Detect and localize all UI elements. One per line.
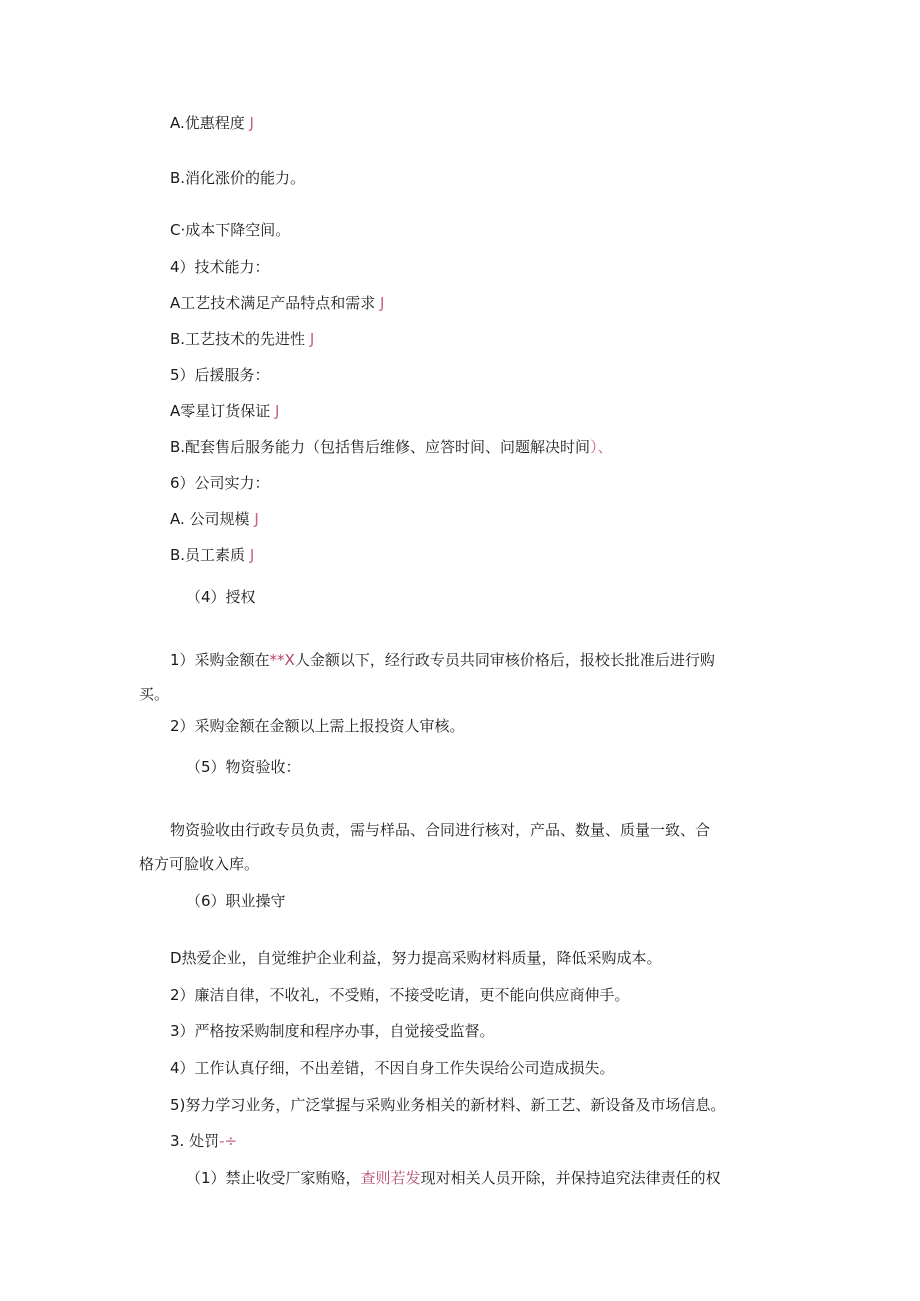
line-text: 物资验收由行政专员负责，需与样品、合同进行核对，产品、数量、质量一致、合 [170,821,711,839]
line-option-b-absorb-price [170,168,305,188]
highlighted-text: 查则若发 [360,1169,421,1187]
section-heading-inspection [186,757,301,777]
paragraph-purchase-limit [139,643,785,711]
line-ethics-3 [170,1021,495,1041]
line-text: A. 公司规模 [170,510,250,528]
line-spare-order [170,401,279,421]
section-heading-authorization [186,587,256,607]
line-text: 4）工作认真仔细，不出差错，不因自身工作失误给公司造成损失。 [170,1059,615,1077]
line-text: 5)努力学习业务，广泛掌握与采购业务相关的新材料、新工艺、新设备及市场信息。 [170,1096,726,1114]
line-text: C·成本下降空间。 [170,221,291,239]
line-continuation: 买。 [139,685,170,703]
line-text: B.配套售后服务能力（包括售后维修、应答时间、问题解决时间 [170,438,591,456]
line-ethics-1 [170,948,662,968]
line-option-c-cost-space [170,220,290,240]
line-continuation: 格方可脸收入库。 [139,855,260,873]
line-text: 5）后援服务： [170,366,270,384]
line-text: 4）技术能力： [170,258,270,276]
line-text: 1）采购金额在 [170,651,270,669]
line-text: （1）禁止收受厂家贿赂， [186,1169,361,1187]
line-text: 2）采购金额在金额以上需上报投资人审核。 [170,717,465,735]
line-text: （4）授权 [186,588,256,606]
line-text: 人金额以下，经行政专员共同审核价格后，报校长批准后进行购 [294,651,715,669]
heading-company-strength [170,473,270,493]
heading-tech-capability [170,257,270,277]
line-text: 现对相关人员开除，并保持追究法律责任的权 [420,1169,721,1187]
heading-penalty [170,1131,237,1151]
line-text: 3）严格按采购制度和程序办事，自觉接受监督。 [170,1022,495,1040]
line-ethics-2 [170,985,630,1005]
line-text: （5）物资验收： [186,758,301,776]
line-option-a-discount [170,113,254,133]
line-text: B.消化涨价的能力。 [170,169,306,187]
line-company-scale [170,509,259,529]
section-heading-ethics [186,891,286,911]
line-text: A零星订货保证 [170,402,271,420]
paragraph-inspection [139,813,785,881]
line-text: B.工艺技术的先进性 [170,330,306,348]
line-after-sales [170,437,613,457]
check-mark: J [375,294,385,312]
line-ethics-4 [170,1058,615,1078]
check-mark: J [270,402,280,420]
line-text: 6）公司实力： [170,474,270,492]
check-mark: J [305,330,315,348]
line-text: 3. 处罚 [170,1132,220,1150]
line-tech-advanced [170,329,314,349]
line-text: 2）廉洁自律，不收礼，不受贿，不接受吃请，更不能向供应商伸手。 [170,986,630,1004]
heading-support-service [170,365,270,385]
check-mark: J [245,546,255,564]
line-staff-quality [170,545,254,565]
line-text: （6）职业操守 [186,892,286,910]
line-investor-review [170,716,465,736]
highlighted-amount: **X [269,651,295,669]
punctuation-mark: -÷ [219,1132,238,1150]
check-mark: J [244,114,254,132]
punctuation-mark: ）、 [590,438,613,456]
line-ethics-5 [170,1095,725,1115]
line-text: A.优惠程度 [170,114,245,132]
line-text: A工艺技术满足产品特点和需求 [170,294,376,312]
line-text: B.员工素质 [170,546,246,564]
line-tech-meets-needs [170,293,384,313]
line-penalty-bribery [186,1168,721,1188]
line-text: D热爱企业，自觉维护企业利益，努力提高采购材料质量，降低采购成本。 [170,949,662,967]
check-mark: J [249,510,259,528]
